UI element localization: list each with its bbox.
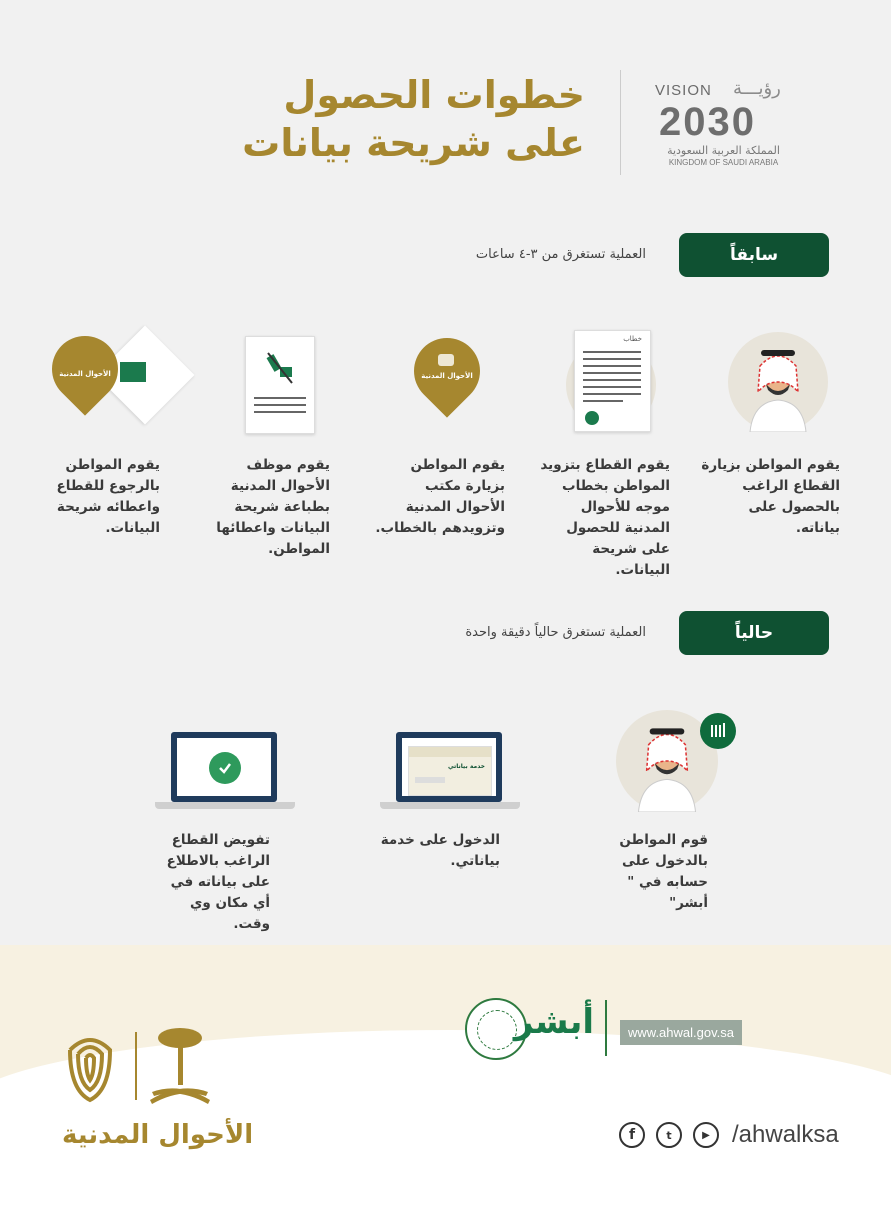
- website-url[interactable]: www.ahwal.gov.sa: [620, 1020, 742, 1045]
- check-icon: [209, 752, 241, 784]
- now-pill: حالياً: [679, 611, 829, 655]
- now-duration-note: العملية تستغرق حالياً دقيقة واحدة: [465, 625, 646, 640]
- now-step-3-text: تفويض القطاع الراغب بالاطلاع على بياناته في أي مكان وي وقت.: [166, 832, 270, 932]
- vision-kingdom-en: KINGDOM OF SAUDI ARABIA: [668, 158, 779, 167]
- laptop-check-icon: [155, 732, 295, 812]
- vision-ruya: رؤيـــة: [733, 78, 781, 99]
- before-pill: سابقاً: [679, 233, 829, 277]
- absher-logo: أبشر: [513, 1002, 594, 1042]
- civil-affairs-logo: [60, 1020, 230, 1120]
- vision-kingdom-ar: المملكة العربية السعودية: [667, 144, 780, 157]
- before-step-4-text: يقوم موظف الأحوال المدنية بطباعة شريحة البيانات واعطائها المواطن.: [216, 457, 330, 557]
- vision-word: VISION: [655, 82, 712, 99]
- before-step-5-text: يقوم المواطن بالرجوع للقطاع واعطائه شريحة البيانات.: [56, 457, 160, 536]
- now-step-2-text: الدخول على خدمة بياناتي.: [380, 832, 500, 869]
- bayanati-screen-label: خدمة بياناتي: [447, 763, 485, 770]
- twitter-icon[interactable]: t: [656, 1122, 682, 1148]
- before-step-3-text: يقوم المواطن بزيارة مكتب الأحوال المدنية وتزويدهم بالخطاب.: [375, 457, 505, 536]
- vision-year: 2030: [659, 100, 756, 144]
- footer-divider: [605, 1000, 607, 1056]
- before-step-1-text: يقوم المواطن بزيارة القطاع الراغب بالحصول على بياناته.: [701, 457, 840, 536]
- before-duration-note: العملية تستغرق من ٣-٤ ساعات: [475, 247, 646, 262]
- absher-badge-icon: [700, 713, 736, 749]
- youtube-icon[interactable]: ▶: [693, 1122, 719, 1148]
- civil-affairs-pin-icon: [412, 334, 482, 434]
- vision-2030-logo: [655, 78, 790, 168]
- letter-seal-icon: [585, 411, 599, 425]
- letter-document-icon: [574, 330, 651, 432]
- before-step-2-text: يقوم القطاع بتزويد المواطن بخطاب موجه للأحوال المدنية للحصول على شريحة البيانات.: [540, 457, 670, 578]
- header-divider: [620, 70, 621, 175]
- now-step-1-text: قوم المواطن بالدخول على حسابه في " أبشر": [619, 832, 708, 911]
- letter-doc-header: خطاب: [623, 335, 642, 343]
- pin-label: الأحوال المدنية: [421, 372, 473, 380]
- citizen-avatar-icon: [728, 332, 828, 432]
- page-title-line-2: على شريحة بيانات: [242, 121, 585, 165]
- brand-name: الأحوال المدنية: [62, 1120, 254, 1150]
- laptop-bayanati-icon: [380, 732, 520, 812]
- pin-label-2: الأحوال المدنية: [59, 370, 111, 378]
- social-handle[interactable]: /ahwalksa: [732, 1121, 839, 1148]
- page-title-line-1: خطوات الحصول: [283, 73, 585, 117]
- return-to-sector-pin-icon: [48, 330, 183, 440]
- facebook-icon[interactable]: f: [619, 1122, 645, 1148]
- printed-data-document-icon: [245, 336, 315, 434]
